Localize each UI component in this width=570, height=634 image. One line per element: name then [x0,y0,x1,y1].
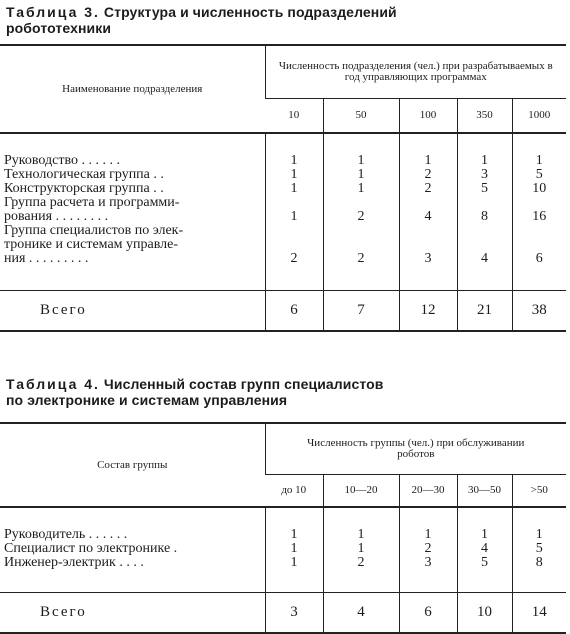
table3-total-cell: 38 [512,291,566,331]
table4-cell: 1 [535,526,543,542]
table4-caption-line2: по электронике и системам управления [6,392,288,408]
table4-column-header: >50 [512,475,566,507]
table4-value-column [265,507,323,593]
table3-cell: 2 [357,208,365,224]
table3-caption-lead: Таблица 3. [6,4,100,20]
table3-value-column [512,133,566,291]
table4-cell: 1 [290,526,298,542]
table3-value-column [457,133,512,291]
table4-total-cell: 4 [323,593,399,633]
table3-column-header: 350 [457,99,512,133]
table3-cell: 1 [357,180,365,196]
table4-total-cell: 10 [457,593,512,633]
table3-cell: 1 [290,166,298,182]
table3-row-name: рования . . . . . . . . [4,208,109,224]
table4-value-column [399,507,457,593]
table4-column-header: 20—30 [399,475,457,507]
table4-row-name: Руководитель . . . . . . [4,526,128,542]
table3-cell: 1 [290,152,298,168]
table4-group-header: Численность группы (чел.) при обслуживании роботов [265,423,566,475]
table4-caption-lead: Таблица 4. [6,376,100,392]
table3-group-header: Численность подразделения (чел.) при разрабатываемых в год управляющих программах [265,45,566,99]
table4-name-header: Состав группы [0,423,265,507]
table4-cell: 1 [290,554,298,570]
table3-total-cell: 6 [265,291,323,331]
table3-cell: 10 [532,180,547,196]
table4 [0,422,566,634]
table3-row-name: Группа расчета и программи- [4,194,180,210]
table3-caption [6,4,397,36]
table3-cell: 2 [357,250,365,266]
table4-cell: 1 [357,540,365,556]
table4-total-label: Всего [0,593,265,633]
table3-column-header: 10 [288,109,300,122]
table4-cell: 5 [481,554,488,570]
table3-cell: 16 [532,208,547,224]
table3-row-name: тронике и системам управле- [4,236,179,252]
table3-caption-line1: Структура и численность подразделений [103,4,397,20]
table3-cell: 2 [290,250,298,266]
table3-cell: 1 [424,152,432,168]
table3-cell: 1 [290,208,298,224]
table4-cell: 1 [357,526,365,542]
table4-cell: 1 [481,526,488,542]
table4-cell: 2 [357,554,365,570]
table3-cell: 3 [481,166,488,182]
table3-column-header: 50 [323,99,399,133]
table3-value-column [399,133,457,291]
table4-value-column [323,507,399,593]
table3-cell: 1 [357,152,365,168]
table4-value-column [457,507,512,593]
table3-total-cell: 21 [457,291,512,331]
table3-total-label: Всего [0,291,265,331]
table4-caption-line1: Численный состав групп специалистов [103,376,384,392]
table4-total-cell: 6 [399,593,457,633]
table3-cell: 5 [481,180,488,196]
table3-row-name: Технологическая группа . . [4,166,164,182]
table4-cell: 5 [535,540,543,556]
table3-name-header: Наименование подразделения [0,45,265,133]
table4-column-header: 30—50 [457,475,512,507]
table3-name-column [0,133,265,291]
table4-cell: 3 [424,554,432,570]
table3-cell: 1 [481,152,488,168]
table4-caption [6,376,384,408]
table3-row-name: ния . . . . . . . . . [4,250,89,266]
table4-cell: 2 [424,540,432,556]
table3-cell: 6 [535,250,543,266]
table3-caption-line2: робототехники [6,20,112,36]
table4-cell: 1 [424,526,432,542]
table4-row-name: Инженер-электрик . . . . [4,554,144,570]
table3-cell: 1 [290,180,298,196]
table3-value-column [323,133,399,291]
table3-cell: 3 [424,250,432,266]
table3-cell: 4 [481,250,488,266]
table3-cell: 2 [424,166,432,182]
table3-row-name: Руководство . . . . . . [4,152,120,168]
table3-cell: 8 [481,208,488,224]
table4-name-column [0,507,265,593]
table3-column-header: 1000 [512,99,566,133]
table4-column-header: до 10 [281,484,307,497]
table4-cell: 8 [535,554,543,570]
table3-total-cell: 12 [399,291,457,331]
table3-cell: 4 [424,208,432,224]
table4-row-name: Специалист по электронике . [4,540,178,556]
table4-cell: 4 [481,540,488,556]
table4-value-column [512,507,566,593]
table4-total-cell: 14 [512,593,566,633]
table3-total-cell: 7 [323,291,399,331]
table4-cell: 1 [290,540,298,556]
table4-total-cell: 3 [265,593,323,633]
table4-column-header: 10—20 [323,475,399,507]
table3-cell: 1 [357,166,365,182]
table3 [0,44,566,332]
table3-column-header: 100 [399,99,457,133]
table3-value-column [265,133,323,291]
table3-row-name: Конструкторская группа . . [4,180,164,196]
table3-cell: 2 [424,180,432,196]
table3-cell: 1 [535,152,543,168]
table3-row-name: Группа специалистов по элек- [4,222,184,238]
table3-cell: 5 [535,166,543,182]
